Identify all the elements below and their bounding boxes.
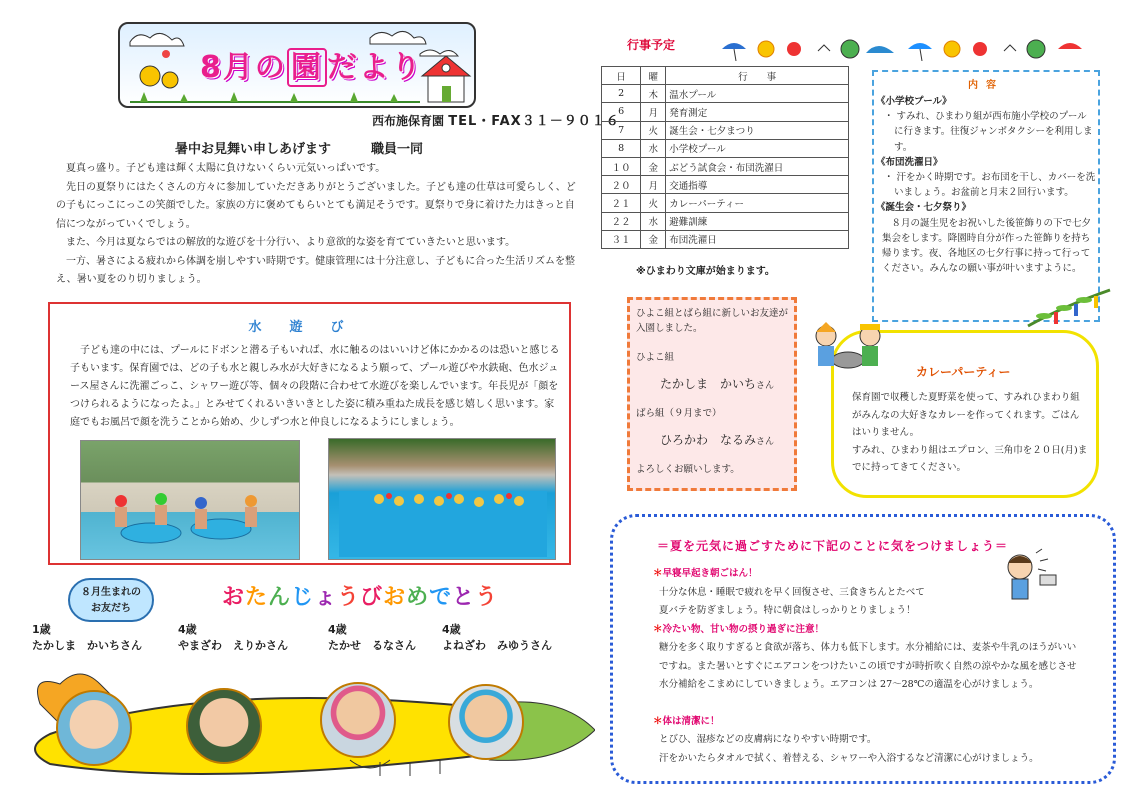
kid-age: 4歳	[178, 623, 197, 636]
event-details-box	[872, 70, 1100, 322]
birthday-kid	[442, 622, 552, 654]
intro-text	[56, 160, 576, 290]
schedule-day: 6	[602, 103, 641, 121]
tip-heading-text: 早寝早起き朝ごはん！	[662, 568, 758, 579]
birthday-title-char: び	[360, 585, 384, 610]
new-friend-name	[636, 433, 794, 450]
cooking-kids-illustration	[808, 322, 890, 372]
schedule-row	[602, 194, 849, 212]
header-weekday: 曜	[641, 67, 666, 85]
schedule-weekday: 金	[641, 230, 666, 248]
birthday-title-char: た	[245, 585, 269, 610]
schedule-weekday: 木	[641, 85, 666, 103]
birthday-title-char: じ	[291, 585, 315, 610]
schedule-row	[602, 103, 849, 121]
new-friends-closing: よろしくお願いします。	[636, 464, 740, 475]
photo-kid-3	[320, 682, 396, 758]
schedule-row	[602, 157, 849, 175]
new-friend-name	[636, 377, 794, 394]
schedule-weekday: 火	[641, 121, 666, 139]
greeting	[175, 138, 423, 157]
detail-body: ８月の誕生児をお祝いした後笹飾りの下で七夕集会をします。降園時自分が作った笹飾りを持ち帰ります。夜、各地区の七夕行事に持って行ってください。みんなの願い事が叶いますように。	[882, 217, 1092, 275]
tip-text: 糖分を多く取りすぎると食欲が落ち、体力も低下します。水分補給には、麦茶や牛乳のほうがいいですね。また暑いとすぐにエアコンをつけたいこの頃ですが時折吹く自然の涼やかな風を感じさせ水分補給をこまめにしていきましょう。エアコンは 27～28℃の適温を心がけましょう。	[659, 642, 1077, 690]
schedule-day: ２２	[602, 212, 641, 230]
water-play-title: 水遊び	[248, 320, 372, 335]
birthday-title	[222, 580, 498, 611]
curry-paragraph: 保育園で収穫した夏野菜を使って、すみれひまわり組がみんなの大好きなカレーを作ってくれます。ごはんはいりません。	[852, 392, 1080, 438]
birthday-title-char: め	[406, 585, 430, 610]
org-name: 西布施保育園	[372, 114, 445, 128]
schedule-note: ※ひまわり文庫が始まります。	[636, 266, 775, 277]
house-icon	[420, 54, 472, 104]
title-en-box: 園	[287, 48, 327, 87]
intro-paragraph: 一方、暑さによる疲れから体調を崩しやすい時期です。健康管理には十分注意し、子どもに合った生活リズムを整え、暑い夏をのり切りましょう。	[56, 255, 575, 285]
schedule-row	[602, 121, 849, 139]
birthday-badge	[68, 578, 154, 622]
schedule-day: ２１	[602, 194, 641, 212]
birthday-title-char: ん	[268, 585, 292, 610]
friend-name: たかしま かいち	[660, 377, 757, 391]
new-friends-intro: ひよこ組とばら組に新しいお友達が入園しました。	[636, 308, 789, 334]
tip-heading-text: 体は清潔に！	[662, 715, 720, 727]
spacer	[653, 695, 1083, 713]
detail-text: ・ 汗をかく時期です。お布団を干し、カバーを洗いましょう。お盆前と月末２回行います。	[884, 172, 1096, 199]
schedule-weekday: 月	[641, 103, 666, 121]
birthday-title-char: う	[337, 585, 361, 610]
star-icon: ＊	[653, 568, 663, 579]
water-play-text: 子ども達の中には、プールにドボンと潜る子もいれば、水に触るのはいいけど体にかかるのは恐いと感じる子もいます。保育園では、どの子も水と親しみ水が大好きになるよう願って、プール遊びや水鉄砲、色水ジュース屋さんに洗濯ごっこ、シャワー遊び等、個々の段階に合わせて水遊びを楽しんでいます。年長児が「顔をつけられるようになったよ。」とみせてくれるいきいきとした姿に積み重ねた成長を感じ嬉しく思います。家庭でもお風呂で顔を洗うことから始め、少しずつ水と仲良しになるようにしましょう。	[70, 345, 560, 428]
birthday-kid	[328, 622, 416, 654]
tip-text: 十分な休息・睡眠で疲れを早く回復させ、三食きちんとたべて	[659, 586, 925, 598]
schedule-event: ぶどう試食会・布団洗濯日	[666, 157, 849, 175]
curry-party-body	[852, 389, 1088, 477]
curry-paragraph: すみれ、ひまわり組はエプロン、三角巾を２０日(月)までに持ってきてください。	[852, 444, 1088, 473]
newsletter-title	[200, 42, 423, 86]
title-month-suffix: 月の	[222, 50, 287, 85]
kid-name: よねざわ みゆうさん	[442, 639, 552, 652]
schedule-day: ２０	[602, 176, 641, 194]
schedule-day: １０	[602, 157, 641, 175]
schedule-day: 8	[602, 139, 641, 157]
kid-age: 1歳	[32, 623, 51, 636]
curry-party-title: カレーパーティー	[916, 365, 1011, 379]
badge-line: ８月生まれの	[81, 587, 141, 598]
schedule-event: 温水プール	[666, 85, 849, 103]
schedule-row	[602, 212, 849, 230]
photo-pool-swimming	[328, 438, 556, 560]
schedule-weekday: 水	[641, 212, 666, 230]
birthday-kid	[178, 622, 288, 654]
friend-name: ひろかわ なるみ	[660, 433, 757, 447]
detail-body: 汗をかく時期です。お布団を干し、カバーを洗いましょう。お盆前と月末２回行います。	[894, 172, 1096, 199]
title-month: 8	[200, 50, 223, 85]
group-label: ひよこ組	[636, 352, 675, 363]
photo-water-pool-play	[80, 440, 300, 560]
schedule-weekday: 月	[641, 176, 666, 194]
group-label: ばら組（９月まで）	[636, 408, 722, 419]
new-friends-box	[627, 297, 797, 491]
schedule-event: 誕生会・七夕まつり	[666, 121, 849, 139]
birthday-title-char: で	[429, 585, 453, 610]
honorific: さん	[756, 437, 775, 447]
header-day: 日	[602, 67, 641, 85]
tanabata-bamboo-icon	[1024, 286, 1114, 330]
birthday-title-char: お	[383, 585, 407, 610]
schedule-row	[602, 230, 849, 248]
photo-kid-2	[186, 688, 262, 764]
tip-text: 汗をかいたらタオルで拭く、着替える、シャワーや入浴するなど清潔に心がけましょう。	[659, 752, 1039, 764]
schedule-header-row	[602, 67, 849, 85]
intro-paragraph: 先日の夏祭りにはたくさんの方々に参加していただきありがとうございました。子ども達の仕草は可愛らしく、どの子もにっこにっこの笑顔でした。家族の方に褒めてもらいとても満足そうです。夏祭りで身に着けた力はきっと自信につながっていくでしょう。	[56, 181, 576, 230]
schedule-event: カレーパーティー	[666, 194, 849, 212]
schedule-day: 2	[602, 85, 641, 103]
kid-name: たかしま かいちさん	[32, 639, 142, 652]
honorific: さん	[756, 381, 775, 391]
intro-paragraph: 夏真っ盛り。子ども達は輝く太陽に負けないくらい元気いっぱいです。	[66, 163, 386, 174]
birthday-title-char: と	[452, 585, 476, 610]
schedule-weekday: 金	[641, 157, 666, 175]
schedule-label: 行事予定	[627, 38, 676, 52]
birthday-title-char: お	[222, 585, 246, 610]
summer-health-title: ＝夏を元気に過ごすために下記のことに気をつけましょう＝	[657, 539, 1009, 553]
tip-text: とびひ、湿疹などの皮膚病になりやすい時期です。	[659, 734, 877, 745]
organization-info	[372, 110, 620, 129]
detail-heading: 《布団洗濯日》	[876, 156, 943, 168]
tip-heading	[653, 621, 1083, 640]
schedule-row	[602, 139, 849, 157]
schedule-event: 発育測定	[666, 103, 849, 121]
detail-body: すみれ、ひまわり組が西布施小学校のプールに行きます。往復ジャンボタクシーを利用します。	[894, 111, 1093, 153]
star-icon: ＊	[653, 715, 663, 727]
kid-name: やまざわ えりかさん	[178, 639, 288, 652]
new-friends-body	[636, 306, 794, 477]
greeting-staff: 職員一同	[371, 142, 424, 157]
schedule-day: 7	[602, 121, 641, 139]
schedule-event: 交通指導	[666, 176, 849, 194]
birthday-title-char: う	[475, 585, 499, 610]
detail-text: ・ すみれ、ひまわり組が西布施小学校のプールに行きます。往復ジャンボタクシーを利用します。	[884, 111, 1093, 153]
detail-heading: 《小学校プール》	[876, 96, 952, 107]
birthday-title-char: ょ	[314, 585, 338, 610]
schedule-event: 布団洗濯日	[666, 230, 849, 248]
header-event: 行 事	[666, 67, 849, 85]
greeting-text: 暑中お見舞い申しあげます	[175, 142, 332, 157]
detail-heading: 《誕生会・七夕祭り》	[876, 202, 972, 214]
title-end: だより	[326, 50, 423, 85]
tip-heading-text: 冷たい物、甘い物の摂り過ぎに注意！	[662, 623, 825, 635]
schedule-event: 小学校プール	[666, 139, 849, 157]
water-play-section	[48, 302, 571, 565]
schedule-weekday: 水	[641, 139, 666, 157]
event-details-title: 内容	[968, 80, 1004, 91]
birthday-kid	[32, 622, 142, 654]
summer-decoration	[718, 35, 1110, 61]
photo-kid-4	[448, 684, 524, 760]
tip-heading	[653, 713, 1083, 732]
star-icon: ＊	[653, 623, 663, 635]
intro-paragraph: また、今月は夏ならではの解放的な遊びを十分行い、より意欲的な姿を育てていきたいと思います。	[66, 237, 516, 248]
schedule-day: ３１	[602, 230, 641, 248]
schedule-table	[601, 66, 849, 249]
schedule-row	[602, 176, 849, 194]
schedule-event: 避難訓練	[666, 212, 849, 230]
kid-age: 4歳	[328, 623, 347, 636]
event-details-body	[876, 94, 1096, 276]
kid-name: たかせ るなさん	[328, 639, 416, 652]
schedule-weekday: 火	[641, 194, 666, 212]
tip-text: 夏バテを防ぎましょう。特に朝食はしっかりとりましょう！	[659, 605, 916, 616]
badge-line: お友だち	[91, 603, 131, 614]
photo-kid-1	[56, 690, 132, 766]
kid-age: 4歳	[442, 623, 461, 636]
hot-boy-illustration	[990, 545, 1060, 607]
org-tel: TEL・FAX３１－９０１６	[448, 114, 620, 129]
schedule-row	[602, 85, 849, 103]
